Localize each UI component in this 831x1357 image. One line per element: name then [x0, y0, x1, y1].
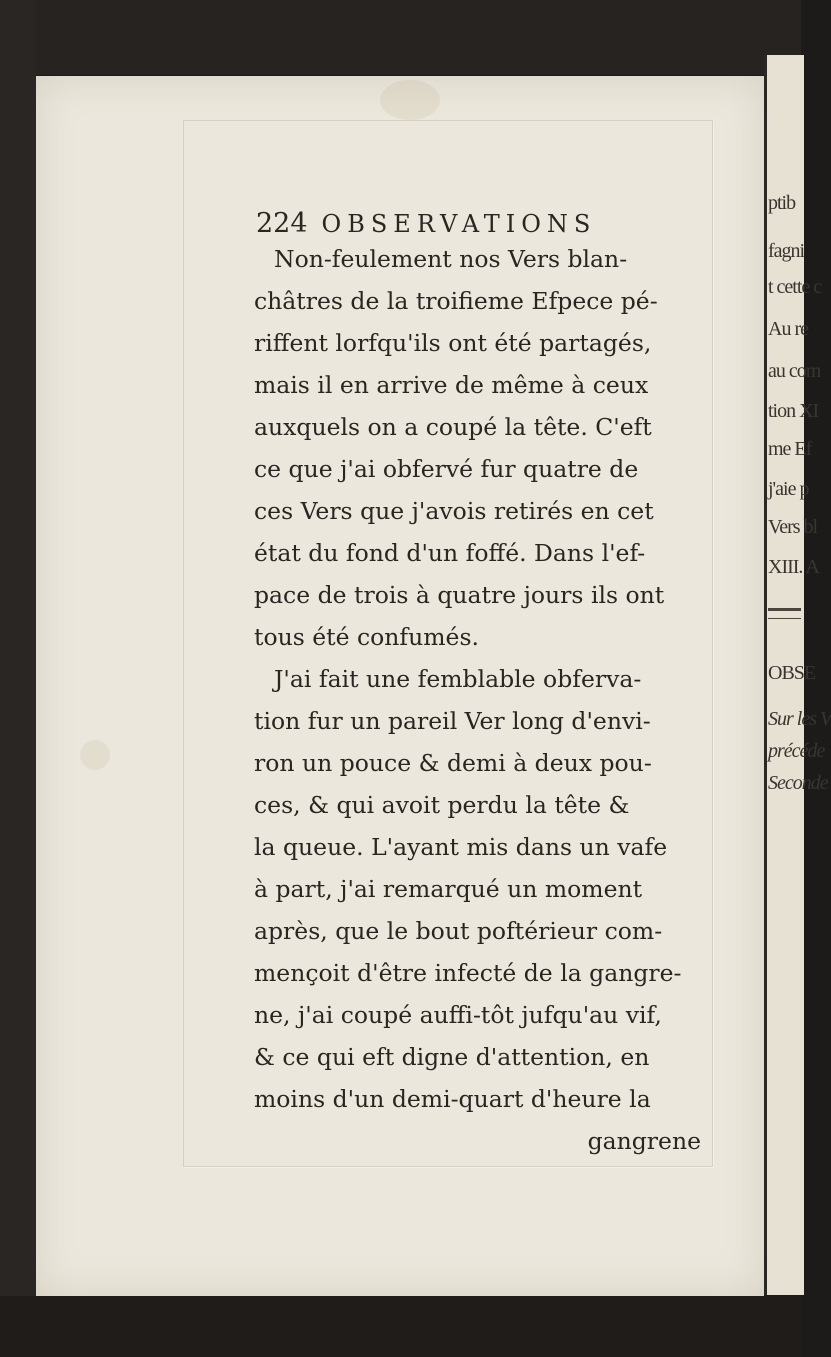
facing-page-fragment: Seconde	[768, 772, 828, 794]
page-header	[256, 208, 616, 242]
text-line: & ce qui eft digne d'attention, en	[254, 1043, 650, 1071]
body-text	[254, 238, 709, 1162]
paper-stain	[80, 740, 110, 770]
scan-background-left	[0, 0, 36, 1357]
text-line: auxquels on a coupé la tête. C'eft	[254, 413, 652, 441]
text-line: ne, j'ai coupé auffi-tôt jufqu'au vif,	[254, 1001, 662, 1029]
facing-page-fragment: Vers bl	[768, 516, 818, 538]
facing-page-rule	[768, 608, 801, 611]
facing-page-fragment: me Ef	[768, 438, 812, 460]
paper-stain	[380, 80, 440, 120]
text-line: après, que le bout poftérieur com-	[254, 917, 663, 945]
text-line: Non-feulement nos Vers blan-	[274, 245, 628, 273]
facing-page-rule	[768, 618, 801, 619]
text-line: moins d'un demi-quart d'heure la	[254, 1085, 651, 1113]
text-line: tous été confumés.	[254, 623, 479, 651]
running-head: OBSERVATIONS	[321, 210, 597, 238]
text-line: ce que j'ai obfervé fur quatre de	[254, 455, 639, 483]
scan-background-top	[0, 0, 801, 75]
text-line: à part, j'ai remarqué un moment	[254, 875, 643, 903]
text-line: mais il en arrive de même à ceux	[254, 371, 649, 399]
facing-page-fragment: t cette c	[768, 276, 822, 298]
text-line: mençoit d'être infecté de la gangre-	[254, 959, 682, 987]
facing-page-fragment: j'aie p	[768, 478, 809, 500]
text-line: riffent lorfqu'ils ont été partagés,	[254, 329, 652, 357]
text-line: tion fur un pareil Ver long d'envi-	[254, 707, 651, 735]
facing-page-fragment: Sur les V	[768, 708, 831, 730]
facing-page-fragment: OBSE	[768, 662, 816, 684]
page-number: 224	[256, 208, 308, 239]
text-line: la queue. L'ayant mis dans un vafe	[254, 833, 668, 861]
text-line: pace de trois à quatre jours ils ont	[254, 581, 665, 609]
facing-page-fragment: au com	[768, 360, 821, 382]
facing-page-fragment: tion XI	[768, 400, 819, 422]
scan-background-bottom	[0, 1296, 801, 1357]
facing-page-fragment: Au re	[768, 318, 808, 340]
facing-page-fragment: XIII. A	[768, 556, 819, 578]
facing-page-fragment: précéde	[768, 740, 825, 762]
facing-page-fragment: ptib	[768, 192, 796, 214]
text-line: ces, & qui avoit perdu la tête &	[254, 791, 630, 819]
catchword: gangrene	[587, 1127, 701, 1155]
text-line: état du fond d'un foffé. Dans l'ef-	[254, 539, 646, 567]
facing-page-fragment: fagni	[768, 240, 805, 262]
text-line: ces Vers que j'avois retirés en cet	[254, 497, 654, 525]
text-line: ron un pouce & demi à deux pou-	[254, 749, 652, 777]
text-line: J'ai fait une femblable obferva-	[274, 665, 642, 693]
text-line: châtres de la troifieme Efpece pé-	[254, 287, 658, 315]
